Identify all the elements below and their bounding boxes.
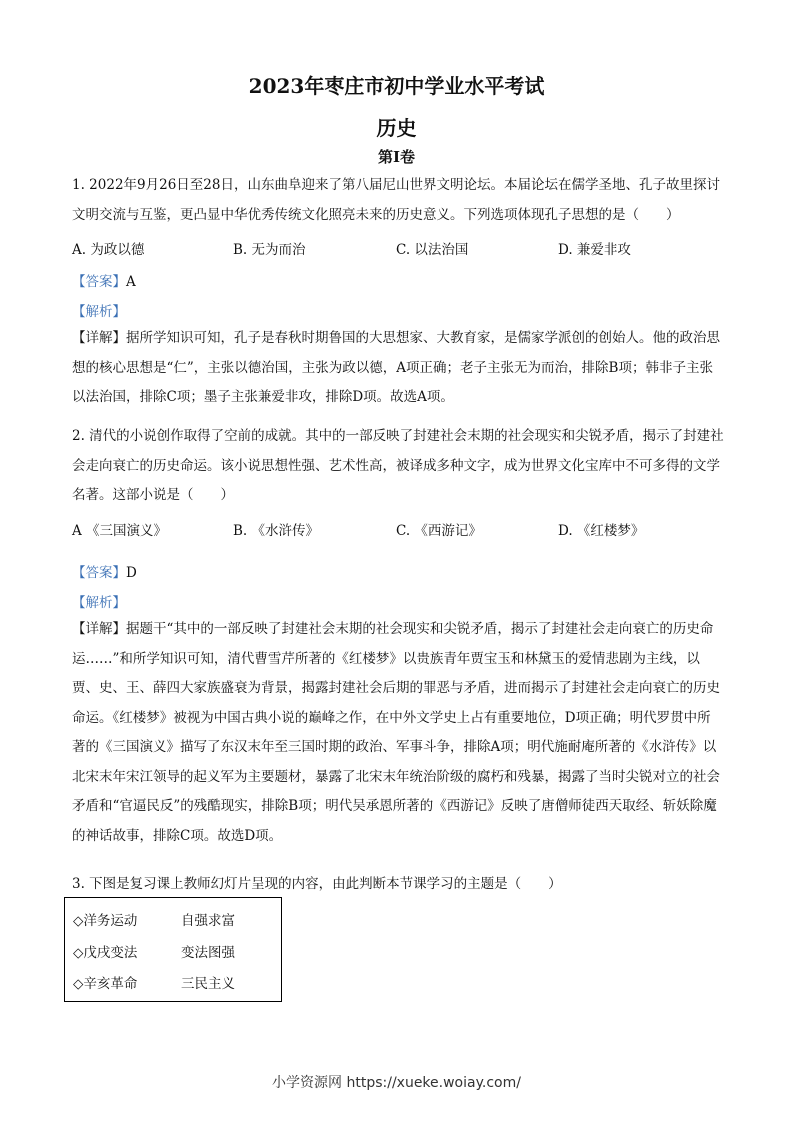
slide-row — [73, 909, 235, 929]
footer-watermark: 小学资源网 https://xueke.woiay.com/ — [272, 1075, 521, 1091]
q1-option-d: D. 兼爱非攻 — [558, 242, 631, 258]
slide-content-box — [64, 897, 282, 1002]
question-3-stem: 3. 下图是复习课上教师幻灯片呈现的内容，由此判断本节课学习的主题是（ ） — [72, 876, 562, 892]
q1-answer — [72, 270, 136, 290]
answer-value: A — [126, 274, 136, 290]
slide-goal: 三民主义 — [181, 976, 235, 992]
slide-row — [73, 941, 235, 961]
slide-row — [73, 972, 235, 992]
q1-option-c: C. 以法治国 — [396, 242, 469, 258]
exam-title: 2023年枣庄市初中学业水平考试 — [248, 74, 545, 98]
slide-event: ◇辛亥革命 — [73, 976, 138, 992]
answer-tag: 【答案】 — [72, 565, 126, 581]
answer-value: D — [126, 565, 137, 581]
slide-goal: 自强求富 — [181, 913, 235, 929]
answer-tag: 【答案】 — [72, 274, 126, 290]
q1-detail: 【详解】据所学知识可知，孔子是春秋时期鲁国的大思想家、大教育家，是儒家学派创的创始人。他的政治思想的核心思想是“仁”，主张以德治国，主张为政以德，A项正确；老子主张无为而治，排除B项；韩非子主张以法治国，排除C项；墨子主张兼爱非攻，排除D项。故选A项。 — [72, 330, 720, 405]
question-2-stem: 2. 清代的小说创作取得了空前的成就。其中的一部反映了封建社会末期的社会现实和尖锐矛盾，揭示了封建社会走向衰亡的历史命运。该小说思想性强、艺术性高，被译成多种文字，成为世界文化宝库中不可多得的文学名著。这部小说是（ ） — [72, 428, 724, 503]
q1-option-b: B. 无为而治 — [233, 242, 306, 258]
q2-analysis-tag: 【解析】 — [72, 595, 126, 611]
question-1-stem: 1. 2022年9月26日至28日，山东曲阜迎来了第八届尼山世界文明论坛。本届论坛在儒学圣地、孔子故里探讨文明交流与互鉴，更凸显中华优秀传统文化照亮未来的历史意义。下列选项体现孔子思想的是（ ） — [72, 177, 720, 223]
q2-option-b: B. 《水浒传》 — [233, 523, 320, 539]
slide-event: ◇戊戌变法 — [73, 945, 138, 961]
q1-option-a: A. 为政以德 — [72, 242, 145, 258]
q2-option-d: D. 《红楼梦》 — [558, 523, 645, 539]
subject-heading: 历史 — [376, 116, 417, 140]
slide-event: ◇洋务运动 — [73, 913, 138, 929]
q1-analysis-tag: 【解析】 — [72, 304, 126, 320]
q2-detail: 【详解】据题干“其中的一部反映了封建社会末期的社会现实和尖锐矛盾，揭示了封建社会走向衰亡的历史命运……”和所学知识可知，清代曹雪芹所著的《红楼梦》以贵族青年贾宝玉和林黛玉的爱情悲剧为主线，以贾、史、王、薛四大家族盛衰为背景，揭露封建社会后期的罪恶与矛盾，进而揭示了封建社会走向衰亡的历史命运。《红楼梦》被视为中国古典小说的巅峰之作，在中外文学史上占有重要地位，D项正确；明代罗贯中所著的《三国演义》描写了东汉末年至三国时期的政治、军事斗争，排除A项；明代施耐庵所著的《水浒传》以北宋末年宋江领导的起义军为主要题材，暴露了北宋末年统治阶级的腐朽和残暴，揭露了当时尖锐对立的社会矛盾和“官逼民反”的残酷现实，排除B项；明代吴承恩所著的《西游记》反映了唐僧师徒西天取经、斩妖除魔的神话故事，排除C项。故选D项。 — [72, 621, 720, 844]
q2-option-a: A 《三国演义》 — [72, 523, 168, 539]
slide-goal: 变法图强 — [181, 945, 235, 961]
q2-option-c: C. 《西游记》 — [396, 523, 482, 539]
q2-answer — [72, 561, 137, 581]
section-heading: 第Ⅰ卷 — [377, 148, 416, 166]
